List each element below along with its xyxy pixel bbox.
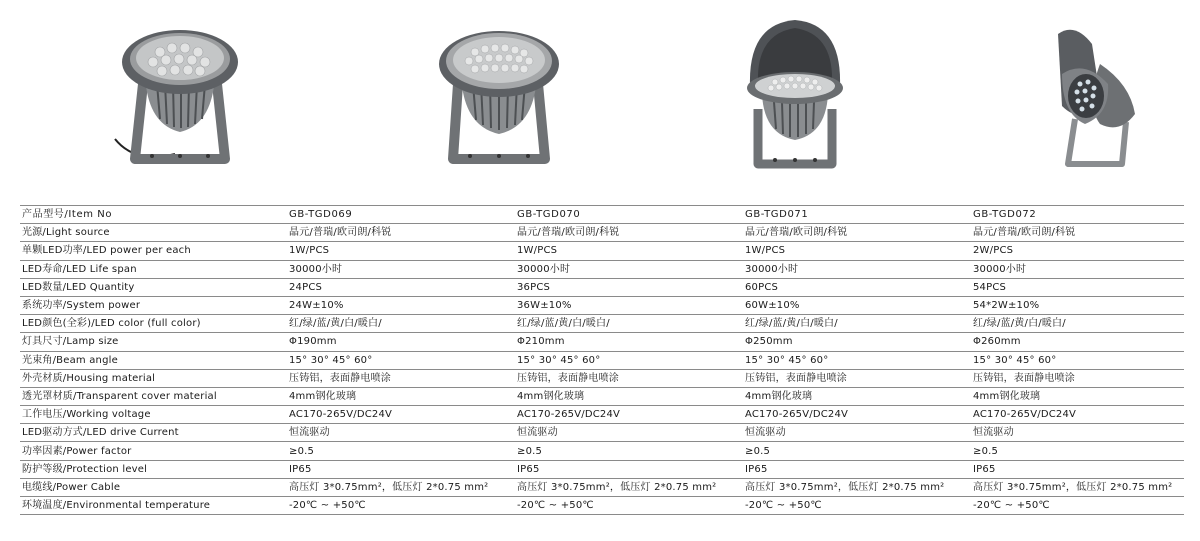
row-label: 环境温度/Environmental temperature — [20, 497, 287, 515]
cell-value: 压铸铝，表面静电喷涂 — [515, 369, 743, 387]
cell-value: GB-TGD070 — [515, 206, 743, 224]
row-label: 光束角/Beam angle — [20, 351, 287, 369]
cell-value: -20℃ ~ +50℃ — [971, 497, 1184, 515]
cell-value: 15° 30° 45° 60° — [743, 351, 971, 369]
round-flood-light-lamp-icon — [423, 14, 573, 174]
cell-value: GB-TGD072 — [971, 206, 1184, 224]
cell-value: ≥0.5 — [743, 442, 971, 460]
table-row — [20, 224, 1184, 242]
cell-value: 压铸铝，表面静电喷涂 — [743, 369, 971, 387]
cell-value: AC170-265V/DC24V — [743, 406, 971, 424]
cell-value: 15° 30° 45° 60° — [971, 351, 1184, 369]
row-label: 透光罩材质/Transparent cover material — [20, 387, 287, 405]
cell-value: 30000小时 — [287, 260, 515, 278]
table-row — [20, 424, 1184, 442]
cell-value: 2W/PCS — [971, 242, 1184, 260]
cell-value: 24PCS — [287, 278, 515, 296]
table-row — [20, 387, 1184, 405]
row-label: 功率因素/Power factor — [20, 442, 287, 460]
cell-value: 15° 30° 45° 60° — [287, 351, 515, 369]
cell-value: 红/绿/蓝/黄/白/暖白/ — [287, 315, 515, 333]
cell-value: 4mm钢化玻璃 — [287, 387, 515, 405]
spot-light-with-shield-lamp-icon — [1030, 14, 1180, 174]
cell-value: -20℃ ~ +50℃ — [515, 497, 743, 515]
cell-value: -20℃ ~ +50℃ — [287, 497, 515, 515]
cell-value: Φ210mm — [515, 333, 743, 351]
table-row — [20, 278, 1184, 296]
cell-value: 高压灯 3*0.75mm²，低压灯 2*0.75 mm² — [515, 478, 743, 496]
table-row — [20, 460, 1184, 478]
cell-value: 54*2W±10% — [971, 296, 1184, 314]
cell-value: 60W±10% — [743, 296, 971, 314]
cell-value: 1W/PCS — [743, 242, 971, 260]
cell-value: 晶元/普瑞/欧司朗/科锐 — [743, 224, 971, 242]
row-label: 单颗LED功率/LED power per each — [20, 242, 287, 260]
table-row — [20, 478, 1184, 496]
table-row — [20, 242, 1184, 260]
cell-value: GB-TGD069 — [287, 206, 515, 224]
table-row — [20, 296, 1184, 314]
cell-value: 1W/PCS — [287, 242, 515, 260]
row-label: 电缆线/Power Cable — [20, 478, 287, 496]
table-row — [20, 333, 1184, 351]
cell-value: GB-TGD071 — [743, 206, 971, 224]
cell-value: AC170-265V/DC24V — [515, 406, 743, 424]
cell-value: 晶元/普瑞/欧司朗/科锐 — [287, 224, 515, 242]
row-label: LED数量/LED Quantity — [20, 278, 287, 296]
cell-value: IP65 — [971, 460, 1184, 478]
cell-value: IP65 — [287, 460, 515, 478]
row-label: 灯具尺寸/Lamp size — [20, 333, 287, 351]
cell-value: 高压灯 3*0.75mm²，低压灯 2*0.75 mm² — [971, 478, 1184, 496]
cell-value: -20℃ ~ +50℃ — [743, 497, 971, 515]
cell-value: 高压灯 3*0.75mm²，低压灯 2*0.75 mm² — [743, 478, 971, 496]
table-row — [20, 442, 1184, 460]
row-label: 产品型号/Item No — [20, 206, 287, 224]
cell-value: 54PCS — [971, 278, 1184, 296]
cell-value: 红/绿/蓝/黄/白/暖白/ — [743, 315, 971, 333]
spec-table — [20, 205, 1184, 515]
cell-value: Φ190mm — [287, 333, 515, 351]
flood-light-with-hood-lamp-icon — [720, 14, 870, 174]
cell-value: AC170-265V/DC24V — [971, 406, 1184, 424]
cell-value: 压铸铝，表面静电喷涂 — [287, 369, 515, 387]
cell-value: 30000小时 — [743, 260, 971, 278]
cell-value: ≥0.5 — [971, 442, 1184, 460]
cell-value: 4mm钢化玻璃 — [743, 387, 971, 405]
cell-value: 30000小时 — [971, 260, 1184, 278]
table-row — [20, 351, 1184, 369]
cell-value: 4mm钢化玻璃 — [971, 387, 1184, 405]
cell-value: AC170-265V/DC24V — [287, 406, 515, 424]
cell-value: 1W/PCS — [515, 242, 743, 260]
row-label: 系统功率/System power — [20, 296, 287, 314]
round-flood-light-lamp-icon — [105, 14, 255, 174]
cell-value: 30000小时 — [515, 260, 743, 278]
cell-value: 4mm钢化玻璃 — [515, 387, 743, 405]
table-row — [20, 497, 1184, 515]
row-label: LED驱动方式/LED drive Current — [20, 424, 287, 442]
cell-value: 36PCS — [515, 278, 743, 296]
cell-value: 恒流驱动 — [287, 424, 515, 442]
cell-value: 24W±10% — [287, 296, 515, 314]
row-label: 工作电压/Working voltage — [20, 406, 287, 424]
cell-value: Φ260mm — [971, 333, 1184, 351]
table-row — [20, 369, 1184, 387]
cell-value: ≥0.5 — [515, 442, 743, 460]
table-row — [20, 206, 1184, 224]
product-images — [0, 0, 1200, 200]
cell-value: 恒流驱动 — [971, 424, 1184, 442]
cell-value: 60PCS — [743, 278, 971, 296]
cell-value: 恒流驱动 — [743, 424, 971, 442]
cell-value: ≥0.5 — [287, 442, 515, 460]
cell-value: 36W±10% — [515, 296, 743, 314]
cell-value: 15° 30° 45° 60° — [515, 351, 743, 369]
cell-value: 晶元/普瑞/欧司朗/科锐 — [971, 224, 1184, 242]
cell-value: 晶元/普瑞/欧司朗/科锐 — [515, 224, 743, 242]
cell-value: 红/绿/蓝/黄/白/暖白/ — [971, 315, 1184, 333]
table-row — [20, 406, 1184, 424]
row-label: 防护等级/Protection level — [20, 460, 287, 478]
row-label: 光源/Light source — [20, 224, 287, 242]
table-row — [20, 260, 1184, 278]
row-label: 外壳材质/Housing material — [20, 369, 287, 387]
row-label: LED寿命/LED Life span — [20, 260, 287, 278]
cell-value: IP65 — [515, 460, 743, 478]
cell-value: Φ250mm — [743, 333, 971, 351]
cell-value: IP65 — [743, 460, 971, 478]
row-label: LED颜色(全彩)/LED color (full color) — [20, 315, 287, 333]
cell-value: 高压灯 3*0.75mm²，低压灯 2*0.75 mm² — [287, 478, 515, 496]
cell-value: 压铸铝，表面静电喷涂 — [971, 369, 1184, 387]
cell-value: 恒流驱动 — [515, 424, 743, 442]
table-row — [20, 315, 1184, 333]
cell-value: 红/绿/蓝/黄/白/暖白/ — [515, 315, 743, 333]
